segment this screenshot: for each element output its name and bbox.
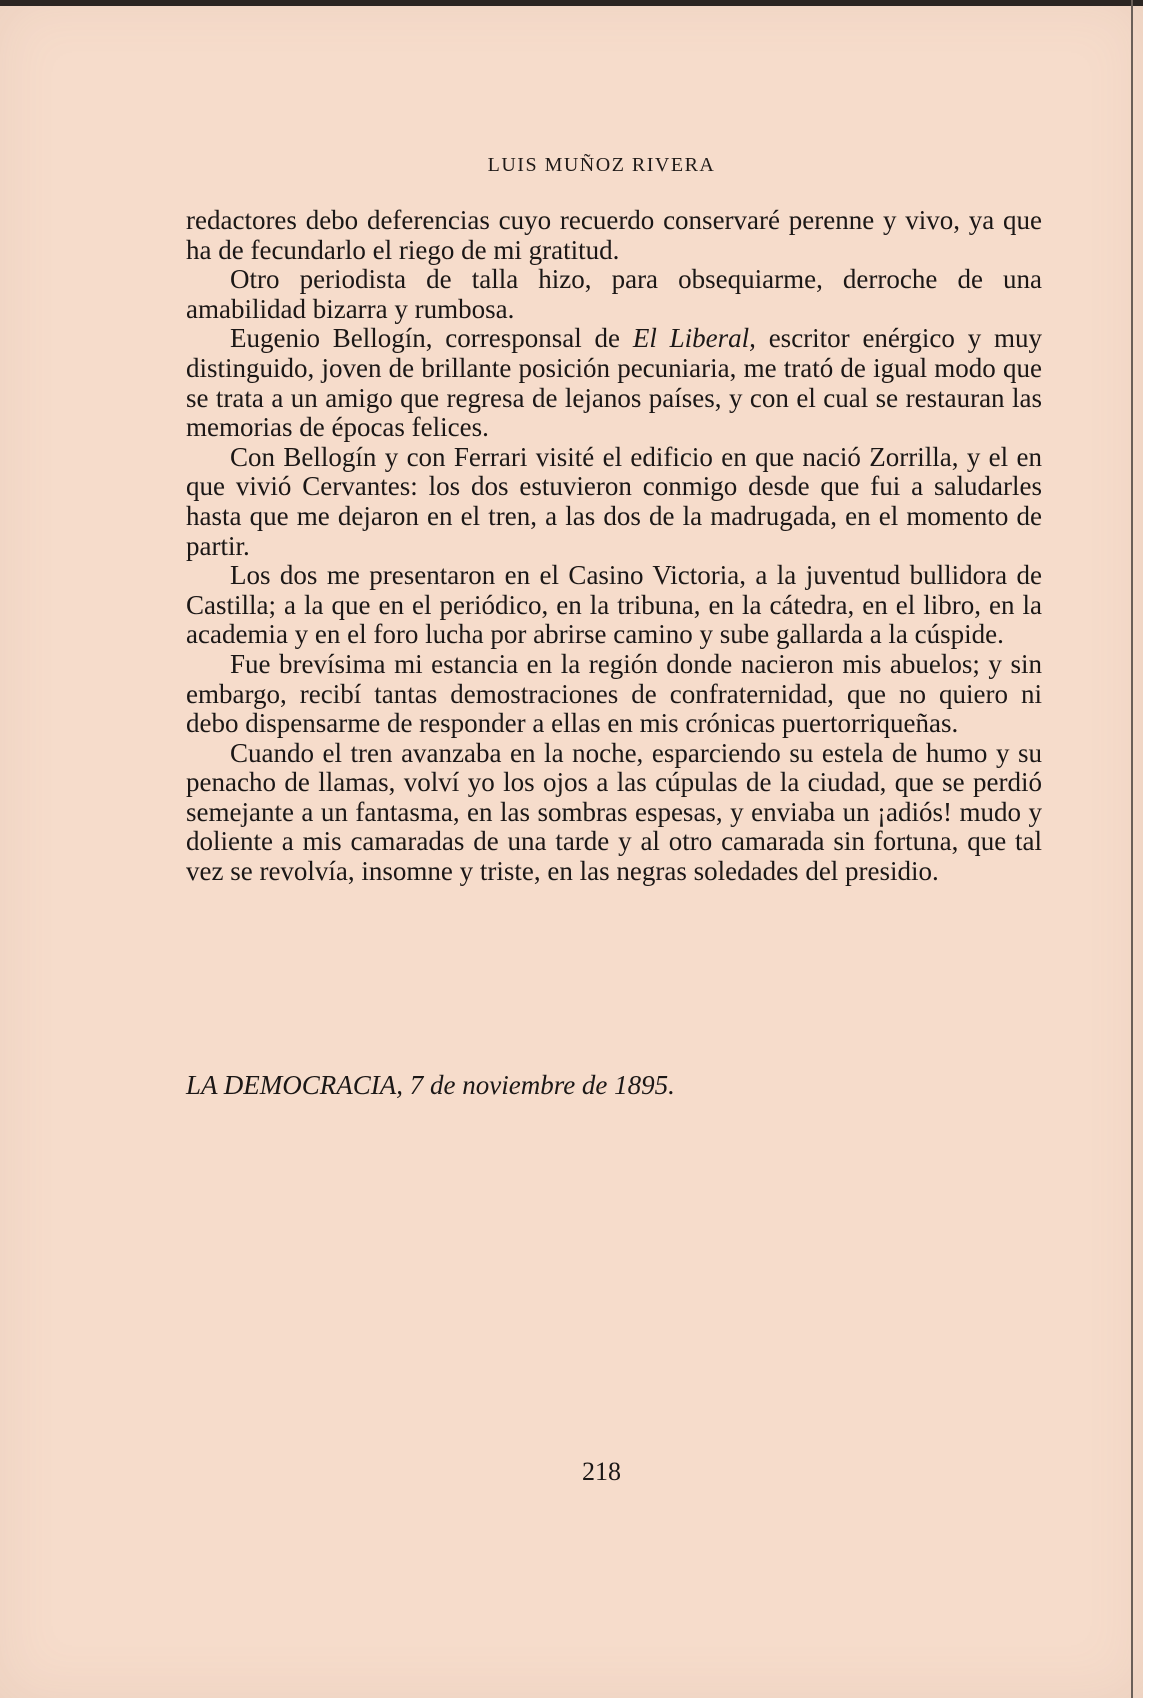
paragraph: Fue brevísima mi estancia en la región donde nacieron mis abuelos; y sin embargo, recibí tantas demostraciones de confraternidad, que no quiero ni debo dispensarme de responder a ellas en mis crónicas puertorriqueñas.: [186, 648, 1042, 739]
paragraph: Cuando el tren avanzaba en la noche, esparciendo su estela de humo y su penacho de llamas, volví yo los ojos a las cúpulas de la ciudad, que se perdió semejante a un fantasma, en las sombras espesas, y enviaba un ¡adiós! mudo y doliente a mis camaradas de una tarde y al otro camarada sin fortuna, que tal vez se revolvía, insomne y triste, en las negras soledades del presidio.: [186, 737, 1042, 887]
source-citation: LA DEMOCRACIA, 7 de noviembre de 1895.: [186, 1070, 675, 1100]
paragraph: Con Bellogín y con Ferrari visité el edificio en que nació Zorrilla, y el en que vivió Cervantes: los dos estuvieron conmigo desde que fui a saludarles hasta que me dejaron en el tren, a las dos de la madrugada, en el momento de partir.: [186, 441, 1042, 561]
paragraph-text: Eugenio Bellogín, corresponsal de: [230, 323, 633, 354]
page-top-edge: [0, 0, 1143, 6]
paragraph: Otro periodista de talla hizo, para obsequiarme, derroche de una amabilidad bizarra y rumbosa.: [186, 264, 1042, 324]
page-number: 218: [582, 1457, 621, 1486]
paragraph: redactores debo deferencias cuyo recuerdo conservaré perenne y vivo, ya que ha de fecundarlo el riego de mi gratitud.: [186, 205, 1042, 265]
running-head: LUIS MUÑOZ RIVERA: [487, 154, 716, 176]
paragraph-text: escritor enérgico y muy distinguido, joven de brillante posición pecuniaria, me trató de igual modo que se trata a un amigo que regresa de lejanos países, y con el cual se restauran las memorias de épocas felices.: [186, 323, 1042, 443]
newspaper-title: El Liberal,: [632, 323, 756, 354]
paragraph: Los dos me presentaron en el Casino Victoria, a la juventud bullidora de Castilla; a la que en el periódico, en la tribuna, en la cátedra, en el libro, en la academia y en el foro lucha por abrirse camino y sube gallarda a la cúspide.: [186, 560, 1042, 650]
body-text: [186, 206, 1042, 887]
paragraph: [186, 324, 1042, 442]
page-right-edge: [1131, 0, 1133, 1698]
